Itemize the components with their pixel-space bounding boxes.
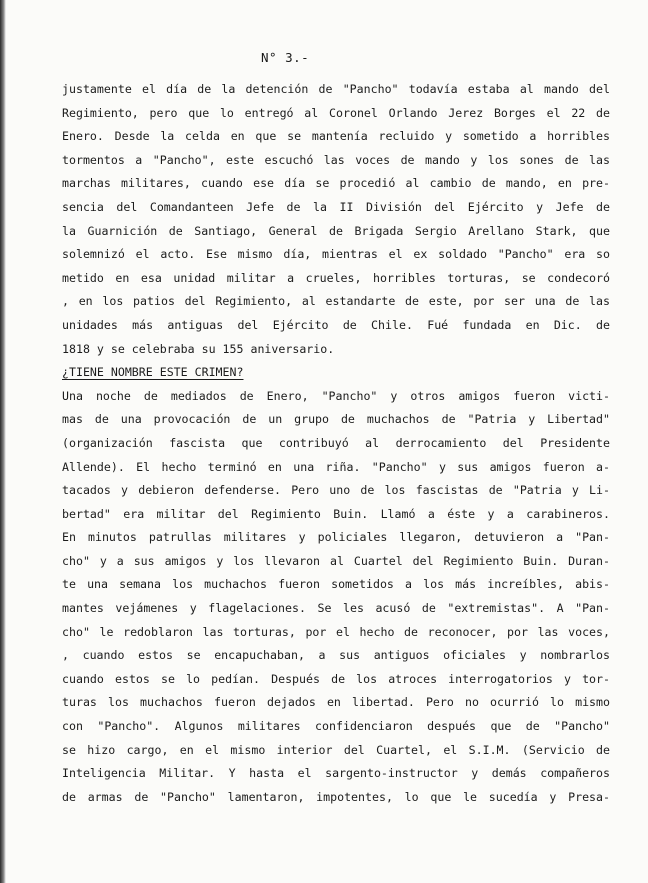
text-line: marchas militares, cuando ese día se procedió al cambio de mando, en pre-	[62, 176, 610, 191]
text-line: unidades más antiguas del Ejército de Chile. Fué fundada en Dic. de	[62, 317, 610, 332]
text-line: , en los patios del Regimiento, al estandarte de este, por ser una de las	[62, 294, 610, 309]
text-line: con "Pancho". Algunos militares confidenciaron después que de "Pancho"	[62, 719, 610, 734]
text-line: cho" y a sus amigos y los llevaron al Cuartel del Regimiento Buin. Duran-	[62, 553, 610, 568]
text-line: turas los muchachos fueron dejados en libertad. Pero no ocurrió lo mismo	[62, 695, 610, 710]
text-line: Enero. Desde la celda en que se mantenía recluido y sometido a horribles	[62, 129, 610, 144]
text-line: cho" le redoblaron las torturas, por el hecho de reconocer, por las voces,	[62, 624, 610, 639]
section-heading: ¿TIENE NOMBRE ESTE CRIMEN?	[62, 365, 244, 380]
text-line: la Guarnición de Santiago, General de Brigada Sergio Arellano Stark, que	[62, 223, 610, 238]
text-line: Regimiento, pero que lo entregó al Coronel Orlando Jerez Borges el 22 de	[62, 105, 610, 120]
text-line: Inteligencia Militar. Y hasta el sargento-instructor y demás compañeros	[62, 766, 610, 781]
text-line: 1818 y se celebraba su 155 aniversario.	[62, 341, 335, 356]
paragraph-2	[62, 385, 610, 810]
text-line: bertad" era militar del Regimiento Buin. Llamó a éste y a carabineros.	[62, 506, 610, 521]
text-line: justamente el día de la detención de "Pancho" todavía estaba al mando del	[62, 82, 610, 96]
text-line: cuando estos se lo pedían. Después de los atroces interrogatorios y tor-	[62, 671, 610, 686]
text-line: solemnizó el acto. Ese mismo día, mientras el ex soldado "Pancho" era so	[62, 247, 610, 262]
paragraph-1	[62, 78, 610, 361]
text-line: Una noche de mediados de Enero, "Pancho" y otros amigos fueron victi-	[62, 388, 610, 403]
text-line: de armas de "Pancho" lamentaron, impotentes, lo que le sucedía y Presa-	[62, 789, 610, 804]
text-line: , cuando estos se encapuchaban, a sus antiguos oficiales y nombrarlos	[62, 648, 610, 663]
text-line: metido en esa unidad militar a crueles, horribles torturas, se condecoró	[62, 270, 610, 285]
text-line: sencia del Comandanteen Jefe de la II División del Ejército y Jefe de	[62, 199, 610, 214]
document-body	[62, 78, 610, 809]
text-line: mantes vejámenes y flagelaciones. Se les acusó de "extremistas". A "Pan-	[62, 601, 610, 616]
text-line: (organización fascista que contribuyó al derrocamiento del Presidente	[62, 435, 610, 450]
text-line: tacados y debieron defenderse. Pero uno de los fascistas de "Patria y Li-	[62, 483, 610, 498]
text-line: Allende). El hecho terminó en una riña. "Pancho" y sus amigos fueron a-	[62, 459, 610, 474]
text-line: En minutos patrullas militares y policiales llegaron, detuvieron a "Pan-	[62, 530, 610, 545]
text-line: mas de una provocación de un grupo de muchachos de "Patria y Libertad"	[62, 412, 610, 427]
typewritten-page	[6, 0, 648, 883]
page-number: N° 3.-	[261, 50, 310, 65]
text-line: se hizo cargo, en el mismo interior del Cuartel, el S.I.M. (Servicio de	[62, 742, 610, 757]
text-line: te una semana los muchachos fueron sometidos a los más increíbles, abis-	[62, 577, 610, 592]
text-line: tormentos a "Pancho", este escuchó las voces de mando y los sones de las	[62, 152, 610, 167]
